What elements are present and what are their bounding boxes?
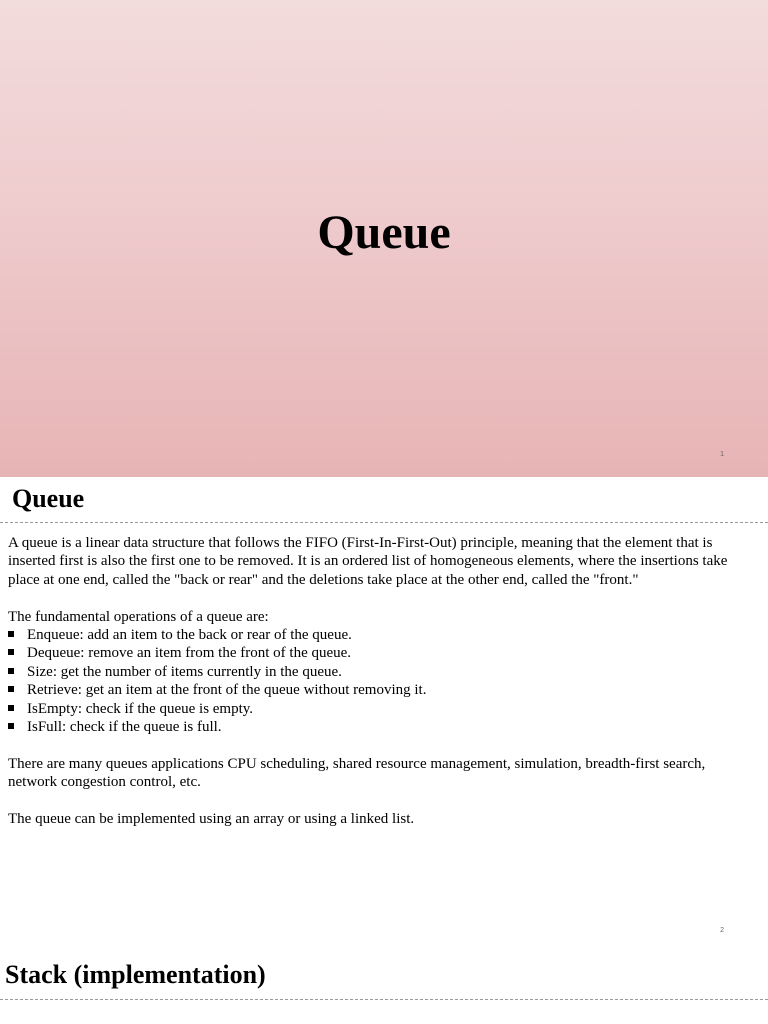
bullet-icon	[8, 668, 14, 674]
list-item-text: Enqueue: add an item to the back or rear of the queue.	[27, 627, 352, 644]
list-item	[8, 700, 753, 718]
bullet-icon	[8, 631, 14, 637]
slide-heading: Queue	[12, 484, 85, 513]
list-item-text: IsEmpty: check if the queue is empty.	[27, 700, 254, 717]
title-slide	[0, 0, 768, 477]
list-item-text: Size: get the number of items currently in the queue.	[27, 663, 342, 680]
slide-body	[8, 534, 753, 847]
heading-divider	[0, 522, 768, 523]
bullet-icon	[8, 705, 14, 711]
list-item	[8, 681, 753, 699]
applications-paragraph: There are many queues applications CPU scheduling, shared resource management, simulation, breadth-first search, network congestion control, etc.	[8, 755, 706, 791]
list-item-text: Dequeue: remove an item from the front of the queue.	[27, 645, 352, 662]
list-item-text: IsFull: check if the queue is full.	[27, 719, 222, 736]
list-item	[8, 626, 753, 644]
operations-intro: The fundamental operations of a queue are:	[8, 608, 269, 625]
slide-title: Queue	[317, 206, 451, 259]
bullet-icon	[8, 686, 14, 692]
next-slide	[0, 947, 768, 1024]
intro-paragraph: A queue is a linear data structure that follows the FIFO (First-In-First-Out) principle, meaning that the element that is inserted first is also the first one to be removed. It is an ordered list of homogeneous elements, where the insertions take place at one end, called the "back or rear" and the deletions take place at the other end, called the "front."	[8, 535, 728, 588]
page-number: 1	[720, 451, 724, 458]
content-slide	[0, 477, 768, 947]
implementation-paragraph: The queue can be implemented using an array or using a linked list.	[8, 811, 415, 828]
heading-divider	[0, 999, 768, 1000]
list-item-text: Retrieve: get an item at the front of the queue without removing it.	[27, 682, 427, 699]
slide-heading: Stack (implementation)	[5, 960, 266, 989]
bullet-icon	[8, 723, 14, 729]
page-number: 2	[720, 927, 724, 934]
list-item	[8, 663, 753, 681]
list-item	[8, 718, 753, 736]
operations-list	[8, 626, 753, 736]
bullet-icon	[8, 649, 14, 655]
list-item	[8, 644, 753, 662]
